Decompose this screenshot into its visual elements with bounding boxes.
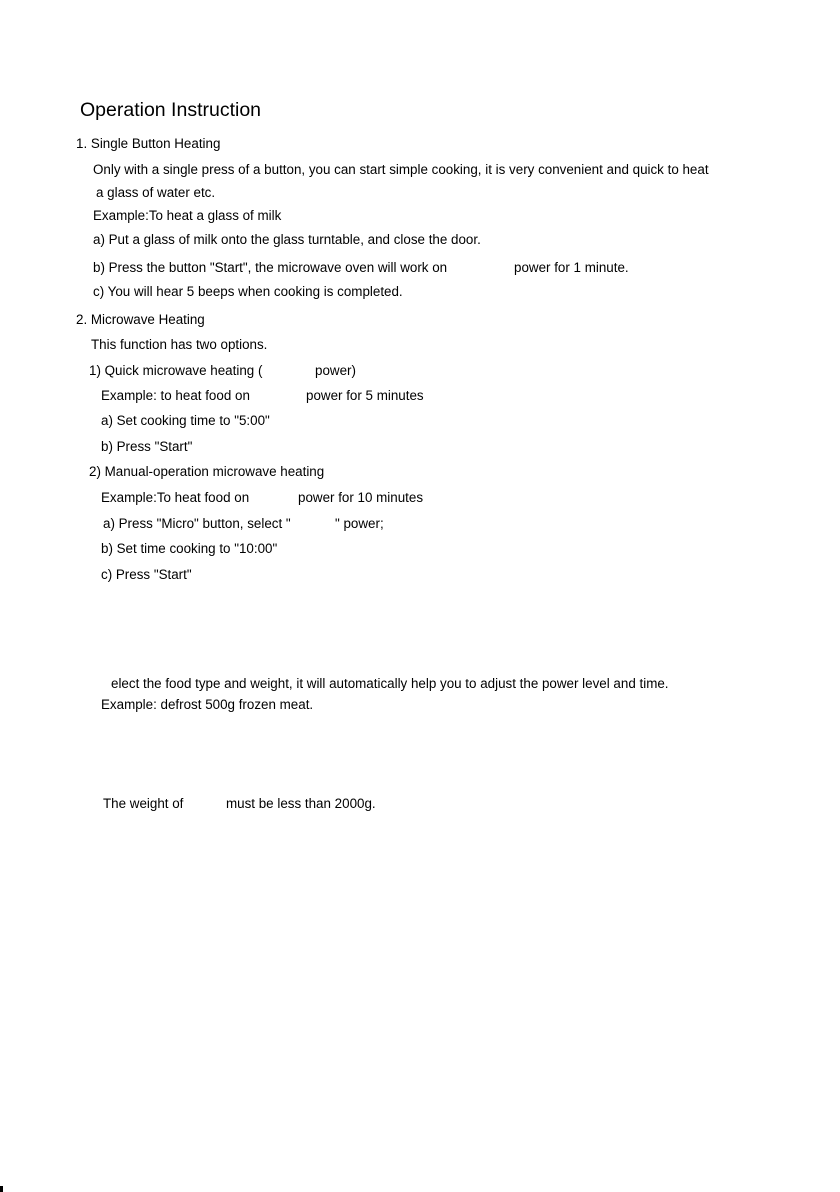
section-heading-microwave-heating: 2. Microwave Heating: [76, 312, 205, 327]
section1-step-a: a) Put a glass of milk onto the glass turntable, and close the door.: [93, 232, 481, 247]
option2-step-a-power: " power;: [335, 516, 384, 531]
option2-title: 2) Manual-operation microwave heating: [89, 464, 325, 479]
option1-example: Example: to heat food on: [101, 388, 250, 403]
section1-step-b: b) Press the button "Start", the microwave oven will work on: [93, 260, 448, 275]
option1-title: 1) Quick microwave heating (: [89, 363, 263, 378]
option2-example: Example:To heat food on: [101, 490, 250, 505]
section3-example: Example: defrost 500g frozen meat.: [101, 697, 314, 712]
section3-intro: elect the food type and weight, it will automatically help you to adjust the power level and time.: [111, 676, 669, 691]
section1-step-c: c) You will hear 5 beeps when cooking is completed.: [93, 284, 403, 299]
page-corner-mark: [0, 1186, 3, 1192]
option2-step-a: a) Press "Micro" button, select ": [103, 516, 291, 531]
section2-intro: This function has two options.: [91, 337, 268, 352]
page-title: Operation Instruction: [80, 99, 262, 121]
option1-step-a: a) Set cooking time to "5:00": [101, 413, 270, 428]
option2-example-power: power for 10 minutes: [298, 490, 424, 505]
section1-intro-line1: Only with a single press of a button, you can start simple cooking, it is very convenient and quick to heat: [93, 162, 709, 177]
section-heading-single-button: 1. Single Button Heating: [76, 136, 221, 151]
option1-example-power: power for 5 minutes: [306, 388, 424, 403]
section3-weight-limit: must be less than 2000g.: [226, 796, 376, 811]
option2-step-c: c) Press "Start": [101, 567, 192, 582]
option1-step-b: b) Press "Start": [101, 439, 193, 454]
option1-title-power: power): [315, 363, 356, 378]
section3-weight-note: The weight of: [103, 796, 184, 811]
section1-step-b-power: power for 1 minute.: [514, 260, 629, 275]
section1-intro-line2: a glass of water etc.: [96, 185, 216, 200]
option2-step-b: b) Set time cooking to "10:00": [101, 541, 278, 556]
section1-example: Example:To heat a glass of milk: [93, 208, 282, 223]
